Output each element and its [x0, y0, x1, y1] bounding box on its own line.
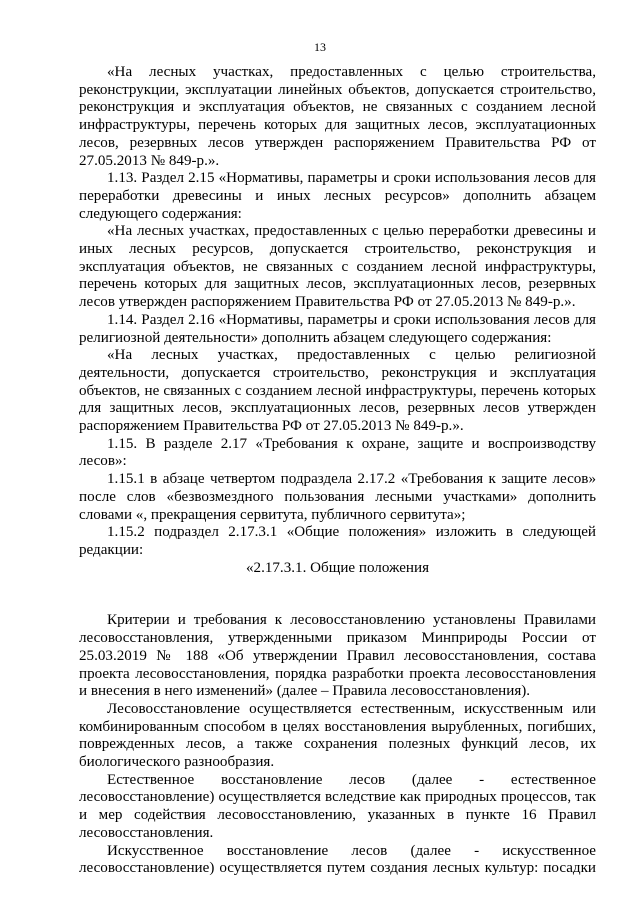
- section-heading: «2.17.3.1. Общие положения: [245, 559, 430, 576]
- paragraph-quote-wood-processing: «На лесных участках, предоставленных с целью переработки древесины и иных лесных ресурсов, допускается строительство, реконструкция и эксплуатация объектов, не связанных с созданием лесной инфраструктуры, перечень которых для защитных лесов, эксплуатационных лесов, резервных лесов утвержден распоряжением Правительства РФ от 27.05.2013 № 849-р.».: [79, 223, 596, 311]
- paragraph-item-1-15-2: 1.15.2 подраздел 2.17.3.1 «Общие положения» изложить в следующей редакции:: [79, 524, 596, 558]
- paragraph-natural-reforestation: Естественное восстановление лесов (далее - естественное лесовосстановление) осуществляется вследствие как природных процессов, так и мер содействия лесовосстановлению, указанных в пункте 16 Правил лесовосстановления.: [79, 771, 596, 841]
- document-body: [79, 64, 596, 878]
- paragraph-reforestation-methods: Лесовосстановление осуществляется естественным, искусственным или комбинированным способом в целях восстановления вырубленных, погибших, поврежденных лесов, а также сохранения полезных функций лесов, их биологического разнообразия.: [79, 700, 596, 771]
- page-number: 13: [314, 40, 326, 54]
- paragraph-item-1-13: 1.13. Раздел 2.15 «Нормативы, параметры и сроки использования лесов для переработки древесины и иных лесных ресурсов» дополнить абзацем следующего содержания:: [79, 170, 596, 222]
- paragraph-item-1-15-1: 1.15.1 в абзаце четвертом подраздела 2.17.2 «Требования к защите лесов» после слов «безвозмездного пользования лесными участками» дополнить словами «, прекращения сервитута, публичного сервитута»;: [79, 471, 596, 523]
- paragraph-item-1-14: 1.14. Раздел 2.16 «Нормативы, параметры и сроки использования лесов для религиозной деятельности» дополнить абзацем следующего содержания:: [79, 311, 596, 346]
- paragraph-artificial-reforestation: Искусственное восстановление лесов (далее - искусственное лесовосстановление) осуществляется путем создания лесных культур: посадки: [79, 842, 596, 877]
- paragraph-item-1-15: 1.15. В разделе 2.17 «Требования к охране, защите и воспроизводству лесов»:: [79, 435, 596, 470]
- paragraph-criteria: Критерии и требования к лесовосстановлению установлены Правилами лесовосстановления, утвержденными приказом Минприроды России от 25.03.2019 № 188 «Об утверждении Правил лесовосстановления, состава проекта лесовосстановления, порядка разработки проекта лесовосстановления и внесения в него изменений» (далее – Правила лесовосстановления).: [79, 612, 596, 700]
- paragraph-quote-religious: «На лесных участках, предоставленных с целью религиозной деятельности, допускается строительство, реконструкция и эксплуатация объектов, не связанных с созданием лесной инфраструктуры, перечень которых для защитных лесов, эксплуатационных лесов, резервных лесов утвержден распоряжением Правительства РФ от 27.05.2013 № 849-р.».: [79, 347, 596, 435]
- paragraph-quote-linear-objects: «На лесных участках, предоставленных с целью строительства, реконструкции, эксплуатации линейных объектов, допускается строительство, реконструкция и эксплуатация объектов, не связанных с созданием лесной инфраструктуры, перечень которых для защитных лесов, эксплуатационных лесов, резервных лесов утвержден распоряжением Правительства РФ от 27.05.2013 № 849-р.».: [79, 64, 596, 169]
